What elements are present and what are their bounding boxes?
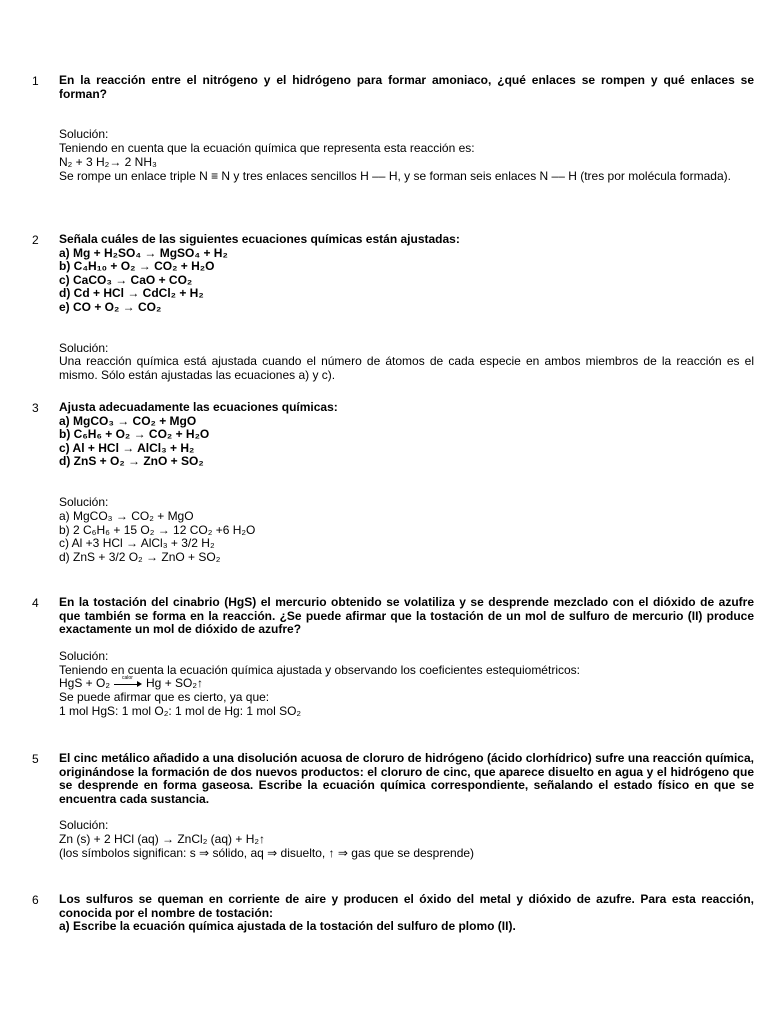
option-item: c) Al + HCl → AlCl₃ + H₂: [59, 440, 195, 455]
solution-label: Solución:: [59, 127, 109, 142]
solution-text: Teniendo en cuenta la ecuación química ajustada y observando los coeficientes estequiométricos:: [59, 662, 580, 677]
answer-item: d) ZnS + 3/2 O₂ → ZnO + SO₂: [59, 550, 221, 565]
question-prompt: El cinc metálico añadido a una disolución acuosa de cloruro de hidrógeno (ácido clorhídrico) sufre una reacción química, originándose la formación de dos nuevos productos: el cloruro de cinc, que aparece disuelto en agua y el hidrógeno que se desprende en forma gaseosa. Escribe la ecuación química correspondiente, señalando el estado físico en que se encuentra cada sustancia.: [59, 751, 754, 806]
solution-label: Solución:: [59, 340, 109, 355]
answer-item: a) MgCO₃ → CO₂ + MgO: [59, 508, 194, 523]
question-prompt: En la tostación del cinabrio (HgS) el mercurio obtenido se volatiliza y se desprende mezclado con el dióxido de azufre que también se forma en la reacción. ¿Se puede afirmar que la tostación de un mol de sulfuro de mercurio (II) produce exactamente un mol de dióxido de azufre?: [59, 595, 754, 637]
solution-text: Se rompe un enlace triple N ≡ N y tres enlaces sencillos H –– H, y se forman seis enlaces N –– H (tres por molécula formada).: [59, 168, 731, 183]
arrow-label: calor: [122, 675, 133, 682]
question-number: 6: [32, 893, 39, 907]
solution-text: Una reacción química está ajustada cuando el número de átomos de cada especie en ambos miembros de la reacción es el mismo. Sólo están ajustadas las ecuaciones a) y c).: [59, 354, 754, 383]
option-item: a) MgCO₃ → CO₂ + MgO: [59, 413, 197, 428]
solution-label: Solución:: [59, 818, 109, 833]
question-number: 3: [32, 401, 39, 415]
option-item: e) CO + O₂ → CO₂: [59, 299, 162, 314]
question-prompt: Señala cuáles de las siguientes ecuaciones químicas están ajustadas:: [59, 232, 460, 246]
question-prompt: Ajusta adecuadamente las ecuaciones químicas:: [59, 400, 338, 414]
symbol-legend: (los símbolos significan: s ⇒ sólido, aq ⇒ disuelto, ↑ ⇒ gas que se desprende): [59, 845, 475, 860]
equation-reactants: HgS + O₂: [59, 676, 111, 691]
reaction-arrow-icon: [114, 675, 142, 689]
solution-label: Solución:: [59, 494, 109, 509]
solution-label: Solución:: [59, 648, 109, 663]
equation-products: Hg + SO₂↑: [146, 676, 204, 691]
equation: N₂ + 3 H₂→ 2 NH₃: [59, 154, 157, 169]
solution-text: Teniendo en cuenta que la ecuación química que representa esta reacción es:: [59, 140, 475, 155]
question-number: 4: [32, 596, 39, 610]
option-item: b) C₄H₁₀ + O₂ → CO₂ + H₂O: [59, 259, 215, 274]
option-item: a) Mg + H₂SO₄ → MgSO₄ + H₂: [59, 245, 228, 260]
option-item: c) CaCO₃ → CaO + CO₂: [59, 272, 193, 287]
question-number: 2: [32, 233, 39, 247]
mole-ratio: 1 mol HgS: 1 mol O₂: 1 mol de Hg: 1 mol SO₂: [59, 703, 302, 718]
answer-item: c) Al +3 HCl → AlCl₃ + 3/2 H₂: [59, 536, 215, 551]
question-prompt: Los sulfuros se queman en corriente de aire y producen el óxido del metal y dióxido de azufre. Para esta reacción, conocida por el nombre de tostación:: [59, 892, 754, 920]
option-item: b) C₆H₆ + O₂ → CO₂ + H₂O: [59, 427, 210, 442]
option-item: d) Cd + HCl → CdCl₂ + H₂: [59, 286, 204, 301]
question-number: 5: [32, 752, 39, 766]
equation: [59, 677, 754, 691]
answer-item: b) 2 C₆H₆ + 15 O₂ → 12 CO₂ +6 H₂O: [59, 522, 256, 537]
solution-text: Se puede afirmar que es cierto, ya que:: [59, 690, 270, 705]
question-item-a: a) Escribe la ecuación química ajustada de la tostación del sulfuro de plomo (II).: [59, 919, 516, 934]
option-item: d) ZnS + O₂ → ZnO + SO₂: [59, 454, 204, 469]
question-prompt: En la reacción entre el nitrógeno y el hidrógeno para formar amoniaco, ¿qué enlaces se rompen y qué enlaces se forman?: [59, 73, 754, 101]
question-number: 1: [32, 74, 39, 88]
equation: Zn (s) + 2 HCl (aq) → ZnCl₂ (aq) + H₂↑: [59, 832, 266, 847]
